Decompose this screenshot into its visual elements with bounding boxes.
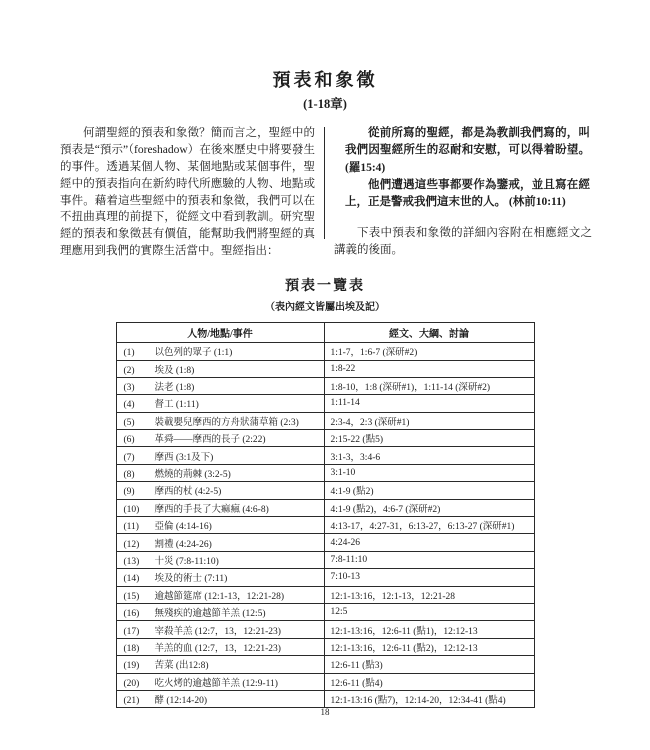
table-row	[116, 586, 534, 603]
table-row	[116, 499, 534, 516]
table-row	[116, 430, 534, 447]
item-cell	[116, 656, 324, 673]
item-cell	[116, 395, 324, 412]
item-cell	[116, 621, 324, 638]
item-label: 摩西 (3:1及下)	[154, 452, 214, 463]
table-row	[116, 673, 534, 690]
refs-cell: 1:8-22	[324, 360, 534, 377]
item-label: 酵 (12:14-20)	[154, 696, 208, 707]
item-cell	[116, 464, 324, 481]
refs-cell: 12:5	[324, 603, 534, 620]
item-cell	[116, 638, 324, 655]
table-subtitle: （表內經文皆屬出埃及記）	[265, 302, 385, 314]
item-label: 法老 (1:8)	[154, 383, 195, 394]
refs-cell: 2:3-4，2:3 (深研#1)	[324, 412, 534, 429]
refs-cell: 4:1-9 (點2)，4:6-7 (深研#2)	[324, 499, 534, 516]
table-row	[116, 343, 534, 360]
page-subtitle: (1-18章)	[303, 97, 347, 111]
table-title: 預表一覽表	[285, 279, 365, 295]
item-label: 革舜——摩西的長子 (2:22)	[154, 435, 266, 446]
refs-cell: 2:15-22 (點5)	[324, 430, 534, 447]
scripture-quote-romans: 從前所寫的聖經，都是為教訓我們寫的，叫我們因聖經所生的忍耐和安慰，可以得着盼望。 (羅15:4)	[345, 127, 590, 174]
item-cell	[116, 690, 324, 707]
row-number: (6)	[123, 435, 135, 446]
refs-cell: 12:6-11 (點3)	[324, 656, 534, 673]
table-row	[116, 534, 534, 551]
refs-cell: 4:24-26	[324, 534, 534, 551]
table-row	[116, 377, 534, 394]
item-cell	[116, 447, 324, 464]
row-number: (7)	[123, 452, 135, 463]
refs-cell: 1:1-7，1:6-7 (深研#2)	[324, 343, 534, 360]
table-reference-note: 下表中預表和象徵的詳細內容附在相應經文之講義的後面。	[334, 227, 592, 257]
item-label: 亞倫 (4:14-16)	[154, 522, 212, 533]
table-row	[116, 690, 534, 707]
intro-paragraph: 何謂聖經的預表和象徵？簡而言之，聖經中的預表是“預示”（foreshadow）在後來歷史中將要發生的事件。透過某個人物、某個地點或某個事件，聖經中的預表指向在新約時代所應驗的人物、地點或事件。藉着這些聖經中的預表和象徵，我們可以在不扭曲真理的前提下，從經文中看到教訓。研究聖經的預表和象徵甚有價值，能幫助我們將聖經的真理應用到我們的實際生活當中。聖經指出：	[60, 127, 315, 258]
refs-cell: 12:1-13:16，12:6-11 (點1)，12:12-13	[324, 621, 534, 638]
item-cell	[116, 482, 324, 499]
item-label: 宰殺羊羔 (12:7，13，12:21-23)	[154, 626, 281, 637]
row-number: (11)	[123, 522, 139, 533]
row-number: (3)	[123, 383, 135, 394]
table-row	[116, 638, 534, 655]
intro-right-column	[325, 125, 592, 260]
item-cell	[116, 499, 324, 516]
row-number: (16)	[123, 609, 140, 620]
types-table-body	[116, 343, 534, 708]
row-number: (18)	[123, 643, 140, 654]
types-overview-table	[116, 322, 535, 708]
item-label: 無殘疾的逾越節羊羔 (12:5)	[154, 609, 266, 620]
scripture-quote-corinthians: 他們遭遇這些事都要作為鑒戒，並且寫在經上，正是警戒我們這末世的人。 (林前10:11)	[345, 178, 590, 208]
row-number: (20)	[123, 678, 140, 689]
refs-cell: 7:8-11:10	[324, 551, 534, 568]
table-row	[116, 395, 534, 412]
refs-cell: 1:11-14	[324, 395, 534, 412]
table-row	[116, 656, 534, 673]
item-label: 埃及的術士 (7:11)	[154, 574, 228, 585]
item-cell	[116, 430, 324, 447]
table-row	[116, 482, 534, 499]
row-number: (4)	[123, 400, 135, 411]
table-row	[116, 447, 534, 464]
row-number: (1)	[123, 348, 135, 359]
item-cell	[116, 569, 324, 586]
item-label: 苦菜 (出12:8)	[154, 661, 209, 672]
row-number: (19)	[123, 661, 140, 672]
table-row	[116, 603, 534, 620]
item-cell	[116, 360, 324, 377]
item-label: 裝載嬰兒摩西的方舟狀蒲草箱 (2:3)	[154, 417, 299, 428]
item-label: 摩西的杖 (4:2-5)	[154, 487, 222, 498]
column-header-scripture-outline-discussion: 經文、大綱、討論	[324, 323, 534, 343]
item-cell	[116, 673, 324, 690]
refs-cell: 3:1-3，3:4-6	[324, 447, 534, 464]
item-label: 以色列的眾子 (1:1)	[154, 348, 233, 359]
item-label: 羊羔的血 (12:7，13，12:21-23)	[154, 643, 281, 654]
refs-cell: 4:13-17，4:27-31，6:13-27，6:13-27 (深研#1)	[324, 517, 534, 534]
refs-cell: 12:1-13:16，12:1-13，12:21-28	[324, 586, 534, 603]
item-label: 督工 (1:11)	[154, 400, 199, 411]
row-number: (13)	[123, 557, 140, 567]
row-number: (17)	[123, 626, 140, 637]
row-number: (14)	[123, 574, 140, 585]
refs-cell: 12:1-13:16 (點7)，12:14-20，12:34-41 (點4)	[324, 690, 534, 707]
row-number: (10)	[123, 504, 140, 515]
column-header-person-place-event: 人物/地點/事件	[116, 323, 324, 343]
item-label: 摩西的手長了大痲瘋 (4:6-8)	[154, 504, 269, 515]
table-row	[116, 569, 534, 586]
page-title: 預表和象徵	[272, 70, 378, 90]
refs-cell: 4:1-9 (點2)	[324, 482, 534, 499]
row-number: (2)	[123, 365, 135, 376]
item-label: 埃及 (1:8)	[154, 365, 195, 376]
item-cell	[116, 534, 324, 551]
table-row	[116, 412, 534, 429]
table-row	[116, 464, 534, 481]
refs-cell: 7:10-13	[324, 569, 534, 586]
item-label: 逾越節筵席 (12:1-13，12:21-28)	[154, 591, 285, 602]
item-cell	[116, 586, 324, 603]
row-number: (15)	[123, 591, 140, 602]
item-label: 吃火烤的逾越節羊羔 (12:9-11)	[154, 678, 278, 689]
table-row	[116, 360, 534, 377]
item-cell	[116, 603, 324, 620]
row-number: (5)	[123, 417, 135, 428]
item-cell	[116, 343, 324, 360]
item-label: 燃燒的荊棘 (3:2-5)	[154, 470, 231, 481]
row-number: (9)	[123, 487, 135, 498]
item-label: 十災 (7:8-11:10)	[154, 557, 219, 567]
page-number: 18	[320, 707, 330, 717]
table-row	[116, 621, 534, 638]
table-row	[116, 551, 534, 568]
table-row	[116, 517, 534, 534]
item-cell	[116, 551, 324, 568]
table-header-row	[116, 323, 534, 343]
intro-columns	[60, 125, 592, 260]
refs-cell: 12:1-13:16，12:6-11 (點2)，12:12-13	[324, 638, 534, 655]
item-cell	[116, 517, 324, 534]
row-number: (8)	[123, 470, 135, 481]
refs-cell: 3:1-10	[324, 464, 534, 481]
intro-left-column	[60, 125, 324, 260]
row-number: (21)	[123, 696, 140, 707]
refs-cell: 1:8-10，1:8 (深研#1)，1:11-14 (深研#2)	[324, 377, 534, 394]
item-cell	[116, 377, 324, 394]
row-number: (12)	[123, 539, 140, 550]
item-cell	[116, 412, 324, 429]
item-label: 割禮 (4:24-26)	[154, 539, 212, 550]
refs-cell: 12:6-11 (點4)	[324, 673, 534, 690]
